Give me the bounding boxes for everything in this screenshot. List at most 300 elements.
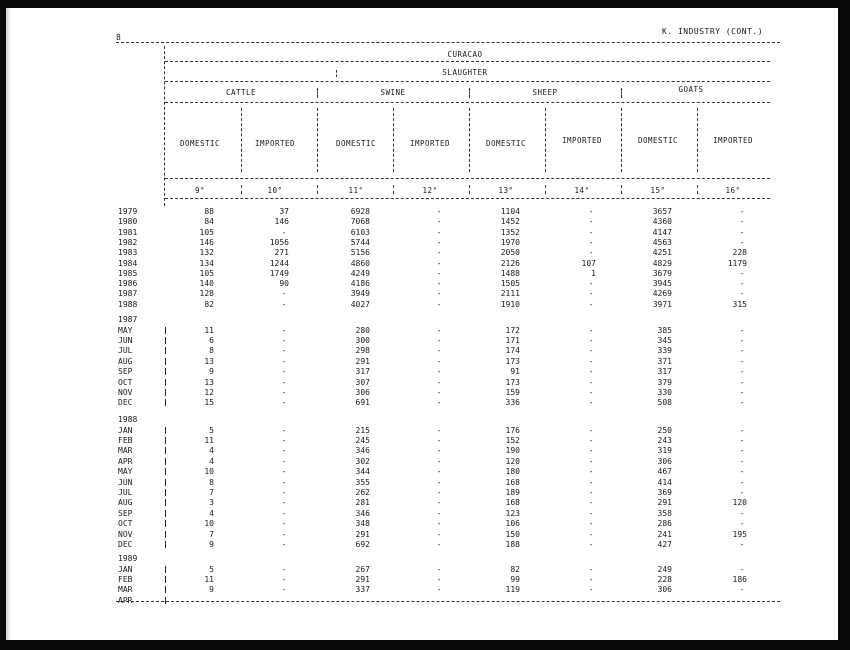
table-cell: - <box>436 456 442 466</box>
row-stub-tick <box>165 327 166 334</box>
table-cell: 245 <box>355 435 370 445</box>
table-cell: - <box>281 435 287 445</box>
table-cell: 298 <box>355 346 370 356</box>
table-cell: - <box>436 237 442 247</box>
column-number-10: 10° <box>267 186 283 195</box>
rule-section <box>165 81 770 82</box>
number-separator <box>393 185 394 194</box>
row-stub-tick <box>165 468 166 475</box>
table-cell: - <box>281 477 287 487</box>
table-cell: - <box>739 508 745 518</box>
section-tick <box>336 70 337 77</box>
table-cell: 3657 <box>652 207 672 216</box>
table-cell: 172 <box>505 325 520 335</box>
table-cell: 1970 <box>500 237 520 247</box>
table-cell: - <box>739 367 745 377</box>
table-cell: 123 <box>505 508 520 518</box>
table-cell: - <box>588 477 594 487</box>
table-cell: - <box>739 435 745 445</box>
table-cell: 107 <box>581 258 596 268</box>
row-stub-tick <box>165 489 166 496</box>
row-stub-tick <box>165 399 166 406</box>
column-separator <box>317 108 318 172</box>
table-cell: 132 <box>199 248 214 258</box>
row-label: AUG <box>118 498 133 508</box>
table-cell: 37 <box>279 207 289 216</box>
rule-column-numbers <box>165 198 770 199</box>
table-cell: 271 <box>274 248 289 258</box>
table-cell: 180 <box>505 467 520 477</box>
table-cell: 140 <box>199 279 214 289</box>
table-cell: - <box>588 574 594 584</box>
table-cell: - <box>436 425 442 435</box>
table-cell: 508 <box>657 398 672 408</box>
table-cell: 99 <box>510 574 520 584</box>
table-cell: 6 <box>209 335 214 345</box>
table-cell: 146 <box>274 217 289 227</box>
table-cell: - <box>436 387 442 397</box>
table-cell: - <box>739 268 745 278</box>
table-cell: 173 <box>505 377 520 387</box>
group-cattle: CATTLE <box>225 88 257 97</box>
table-cell: - <box>436 367 442 377</box>
table-cell: 4860 <box>350 258 370 268</box>
row-label: 1981 <box>118 227 138 237</box>
table-cell: 1056 <box>269 237 289 247</box>
table-cell: 91 <box>510 367 520 377</box>
number-separator <box>317 185 318 194</box>
table-cell: - <box>281 564 287 574</box>
table-cell: - <box>588 227 594 237</box>
table-cell: 307 <box>355 377 370 387</box>
page-number: 8 <box>116 33 121 42</box>
table-cell: 1910 <box>500 299 520 309</box>
table-cell: - <box>588 508 594 518</box>
row-label: NOV <box>118 529 133 539</box>
table-cell: 5156 <box>350 248 370 258</box>
table-cell: 385 <box>657 325 672 335</box>
table-cell: 306 <box>355 387 370 397</box>
table-cell: 291 <box>657 498 672 508</box>
table-cell: 243 <box>657 435 672 445</box>
table-cell: 3971 <box>652 299 672 309</box>
table-cell: - <box>281 335 287 345</box>
table-cell: - <box>739 398 745 408</box>
table-cell: - <box>436 585 442 595</box>
column-separator <box>241 108 242 172</box>
table-cell: - <box>739 425 745 435</box>
table-cell: 280 <box>355 325 370 335</box>
table-cell: 241 <box>657 529 672 539</box>
table-cell: - <box>588 529 594 539</box>
table-cell: - <box>281 346 287 356</box>
row-label: 1985 <box>118 268 138 278</box>
table-cell: - <box>588 585 594 595</box>
table-cell: 8 <box>209 477 214 487</box>
table-cell: 4563 <box>652 237 672 247</box>
row-stub-tick <box>165 499 166 506</box>
table-cell: - <box>281 377 287 387</box>
table-cell: - <box>739 237 745 247</box>
table-cell: 286 <box>657 519 672 529</box>
table-cell: - <box>436 564 442 574</box>
table-cell: 1352 <box>500 227 520 237</box>
table-cell: - <box>281 574 287 584</box>
table-cell: - <box>588 367 594 377</box>
row-stub-tick <box>165 586 166 593</box>
row-label: 1980 <box>118 217 138 227</box>
table-cell: 692 <box>355 539 370 549</box>
table-cell: - <box>436 539 442 549</box>
table-cell: 371 <box>657 356 672 366</box>
table-cell: 120 <box>732 498 747 508</box>
table-cell: - <box>281 529 287 539</box>
table-cell: 414 <box>657 477 672 487</box>
top-rule <box>116 42 780 43</box>
column-number-9: 9° <box>194 186 206 195</box>
table-cell: 306 <box>657 585 672 595</box>
table-cell: - <box>588 237 594 247</box>
table-cell: - <box>588 519 594 529</box>
table-cell: 174 <box>505 346 520 356</box>
table-cell: 4269 <box>652 289 672 299</box>
row-label: APR <box>118 595 133 605</box>
table-cell: - <box>281 289 287 299</box>
column-separator <box>469 108 470 172</box>
table-cell: - <box>436 519 442 529</box>
table-cell: 4147 <box>652 227 672 237</box>
table-cell: 3949 <box>350 289 370 299</box>
row-label: MAY <box>118 467 133 477</box>
table-cell: 250 <box>657 425 672 435</box>
table-cell: 2126 <box>500 258 520 268</box>
table-cell: 369 <box>657 487 672 497</box>
row-label: NOV <box>118 387 133 397</box>
table-cell: 15 <box>204 398 214 408</box>
table-cell: 267 <box>355 564 370 574</box>
table-cell: - <box>281 498 287 508</box>
table-cell: 11 <box>204 574 214 584</box>
column-separator <box>545 108 546 172</box>
table-cell: - <box>588 325 594 335</box>
column-number-16: 16° <box>725 186 741 195</box>
scan-border-top <box>0 0 850 8</box>
table-cell: - <box>739 456 745 466</box>
scan-border-bottom <box>0 640 850 650</box>
group-separator <box>469 88 470 98</box>
table-cell: - <box>281 519 287 529</box>
table-cell: 228 <box>657 574 672 584</box>
row-label: 1983 <box>118 248 138 258</box>
row-label: JAN <box>118 425 133 435</box>
row-stub-tick <box>165 576 166 583</box>
table-cell: - <box>588 299 594 309</box>
table-cell: 9 <box>209 585 214 595</box>
table-cell: - <box>281 446 287 456</box>
table-cell: 4 <box>209 508 214 518</box>
row-stub-tick <box>165 479 166 486</box>
row-stub-tick <box>165 389 166 396</box>
table-cell: 5 <box>209 564 214 574</box>
table-cell: - <box>436 477 442 487</box>
row-label: AUG <box>118 356 133 366</box>
group-separator <box>317 88 318 98</box>
table-cell: 344 <box>355 467 370 477</box>
table-cell: 11 <box>204 435 214 445</box>
column-header-13: DOMESTIC <box>485 139 527 148</box>
table-cell: 379 <box>657 377 672 387</box>
number-separator <box>241 185 242 194</box>
table-cell: - <box>436 335 442 345</box>
table-cell: 339 <box>657 346 672 356</box>
table-cell: 346 <box>355 508 370 518</box>
row-label: OCT <box>118 377 133 387</box>
table-cell: - <box>588 356 594 366</box>
table-cell: 1 <box>591 268 596 278</box>
table-cell: 306 <box>657 456 672 466</box>
table-cell: 4027 <box>350 299 370 309</box>
rule-columns <box>165 178 770 179</box>
table-cell: 190 <box>505 446 520 456</box>
table-cell: 11 <box>204 325 214 335</box>
row-stub-tick <box>165 531 166 538</box>
row-stub-tick <box>165 368 166 375</box>
table-cell: 188 <box>505 539 520 549</box>
table-cell: 5 <box>209 425 214 435</box>
row-label: MAY <box>118 325 133 335</box>
table-cell: 7 <box>209 487 214 497</box>
section-header: SLAUGHTER <box>442 68 488 77</box>
table-cell: - <box>739 446 745 456</box>
column-header-14: IMPORTED <box>561 136 603 145</box>
table-cell: 9 <box>209 539 214 549</box>
row-stub-tick <box>165 337 166 344</box>
table-cell: 1505 <box>500 279 520 289</box>
table-cell: - <box>436 299 442 309</box>
region-header: CURACAO <box>447 50 483 59</box>
table-cell: - <box>436 467 442 477</box>
column-number-15: 15° <box>650 186 666 195</box>
row-label: MAR <box>118 585 133 595</box>
table-cell: - <box>436 227 442 237</box>
column-number-12: 12° <box>422 186 438 195</box>
table-cell: - <box>281 487 287 497</box>
table-cell: - <box>588 387 594 397</box>
table-cell: 90 <box>279 279 289 289</box>
table-cell: - <box>436 508 442 518</box>
table-cell: - <box>436 268 442 278</box>
table-cell: 7068 <box>350 217 370 227</box>
table-cell: - <box>436 217 442 227</box>
number-separator <box>697 185 698 194</box>
row-label: JUL <box>118 346 133 356</box>
table-cell: - <box>739 539 745 549</box>
table-cell: 82 <box>510 564 520 574</box>
table-cell: - <box>281 356 287 366</box>
table-cell: - <box>588 346 594 356</box>
table-cell: 315 <box>732 299 747 309</box>
table-cell: 3945 <box>652 279 672 289</box>
table-cell: - <box>281 398 287 408</box>
column-number-11: 11° <box>348 186 364 195</box>
table-cell: - <box>739 356 745 366</box>
row-stub-tick <box>165 510 166 517</box>
table-cell: - <box>436 258 442 268</box>
table-cell: 146 <box>199 237 214 247</box>
column-header-15: DOMESTIC <box>637 136 679 145</box>
table-cell: 1179 <box>727 258 747 268</box>
table-cell: 120 <box>505 456 520 466</box>
table-cell: 6103 <box>350 227 370 237</box>
row-stub-tick <box>165 541 166 548</box>
table-cell: 3679 <box>652 268 672 278</box>
column-header-11: DOMESTIC <box>335 139 377 148</box>
rule-groups <box>165 102 770 103</box>
scan-border-right <box>838 0 850 650</box>
table-cell: - <box>436 356 442 366</box>
table-cell: 189 <box>505 487 520 497</box>
table-cell: 215 <box>355 425 370 435</box>
table-cell: - <box>739 477 745 487</box>
table-cell: 4829 <box>652 258 672 268</box>
table-cell: 691 <box>355 398 370 408</box>
table-cell: 82 <box>204 299 214 309</box>
table-cell: - <box>436 574 442 584</box>
table-cell: - <box>588 425 594 435</box>
table-cell: - <box>436 398 442 408</box>
table-cell: - <box>739 217 745 227</box>
table-cell: - <box>281 325 287 335</box>
table-cell: 348 <box>355 519 370 529</box>
table-cell: - <box>281 425 287 435</box>
table-cell: 249 <box>657 564 672 574</box>
table-cell: 168 <box>505 498 520 508</box>
table-cell: - <box>588 446 594 456</box>
table-cell: 345 <box>657 335 672 345</box>
table-cell: - <box>281 227 287 237</box>
table-cell: 4186 <box>350 279 370 289</box>
table-cell: 173 <box>505 356 520 366</box>
table-cell: - <box>739 227 745 237</box>
table-cell: 84 <box>204 217 214 227</box>
table-cell: - <box>281 387 287 397</box>
table-cell: - <box>739 467 745 477</box>
table-cell: 1749 <box>269 268 289 278</box>
table-cell: 195 <box>732 529 747 539</box>
table-cell: 4 <box>209 446 214 456</box>
row-label: FEB <box>118 574 133 584</box>
row-label: MAR <box>118 446 133 456</box>
table-cell: - <box>436 435 442 445</box>
table-cell: 281 <box>355 498 370 508</box>
table-cell: 228 <box>732 248 747 258</box>
table-cell: - <box>588 539 594 549</box>
table-cell: 150 <box>505 529 520 539</box>
table-cell: 4251 <box>652 248 672 258</box>
table-cell: - <box>739 207 745 216</box>
table-cell: 319 <box>657 446 672 456</box>
table-cell: - <box>739 346 745 356</box>
table-cell: 4249 <box>350 268 370 278</box>
table-cell: 12 <box>204 387 214 397</box>
table-cell: - <box>739 335 745 345</box>
row-label: DEC <box>118 539 133 549</box>
table-cell: 186 <box>732 574 747 584</box>
table-cell: - <box>588 498 594 508</box>
table-cell: 1452 <box>500 217 520 227</box>
table-cell: - <box>588 217 594 227</box>
table-cell: 4 <box>209 456 214 466</box>
row-stub-tick <box>165 447 166 454</box>
row-label: 1984 <box>118 258 138 268</box>
column-separator <box>621 108 622 172</box>
table-cell: - <box>281 508 287 518</box>
row-label: 1979 <box>118 207 138 216</box>
row-stub-tick <box>165 597 166 604</box>
table-cell: 291 <box>355 529 370 539</box>
group-goats: GOATS <box>678 85 704 94</box>
table-cell: 106 <box>505 519 520 529</box>
table-cell: - <box>588 377 594 387</box>
bottom-rule <box>116 601 780 602</box>
table-cell: 6928 <box>350 207 370 216</box>
table-cell: 8 <box>209 346 214 356</box>
table-cell: - <box>436 248 442 258</box>
table-cell: 337 <box>355 585 370 595</box>
table-cell: - <box>436 529 442 539</box>
column-header-9: DOMESTIC <box>179 139 221 148</box>
table-cell: - <box>436 207 442 216</box>
table-cell: - <box>739 564 745 574</box>
row-label: DEC <box>118 398 133 408</box>
table-cell: 4360 <box>652 217 672 227</box>
row-stub-tick <box>165 427 166 434</box>
table-cell: - <box>588 248 594 258</box>
table-cell: 1488 <box>500 268 520 278</box>
table-cell: 291 <box>355 574 370 584</box>
row-label: 1988 <box>118 299 138 309</box>
row-stub-tick <box>165 566 166 573</box>
table-cell: - <box>281 367 287 377</box>
page-edge-shadow <box>6 8 11 640</box>
table-cell: 1244 <box>269 258 289 268</box>
table-cell: - <box>588 398 594 408</box>
table-cell: - <box>588 487 594 497</box>
table-cell: 10 <box>204 519 214 529</box>
table-cell: - <box>739 487 745 497</box>
table-cell: 171 <box>505 335 520 345</box>
rule-region <box>165 61 770 62</box>
number-separator <box>469 185 470 194</box>
table-cell: - <box>739 387 745 397</box>
table-cell: - <box>436 289 442 299</box>
table-cell: 13 <box>204 356 214 366</box>
row-label: OCT <box>118 519 133 529</box>
row-label: SEP <box>118 367 133 377</box>
row-label: JUN <box>118 477 133 487</box>
column-separator <box>393 108 394 172</box>
row-label: FEB <box>118 435 133 445</box>
row-stub-tick <box>165 358 166 365</box>
table-cell: - <box>436 487 442 497</box>
row-stub-tick <box>165 520 166 527</box>
row-label: 1986 <box>118 279 138 289</box>
block-year: 1987 <box>118 315 138 324</box>
table-cell: - <box>739 289 745 299</box>
row-stub-tick <box>165 347 166 354</box>
table-cell: - <box>281 299 287 309</box>
table-cell: - <box>588 289 594 299</box>
